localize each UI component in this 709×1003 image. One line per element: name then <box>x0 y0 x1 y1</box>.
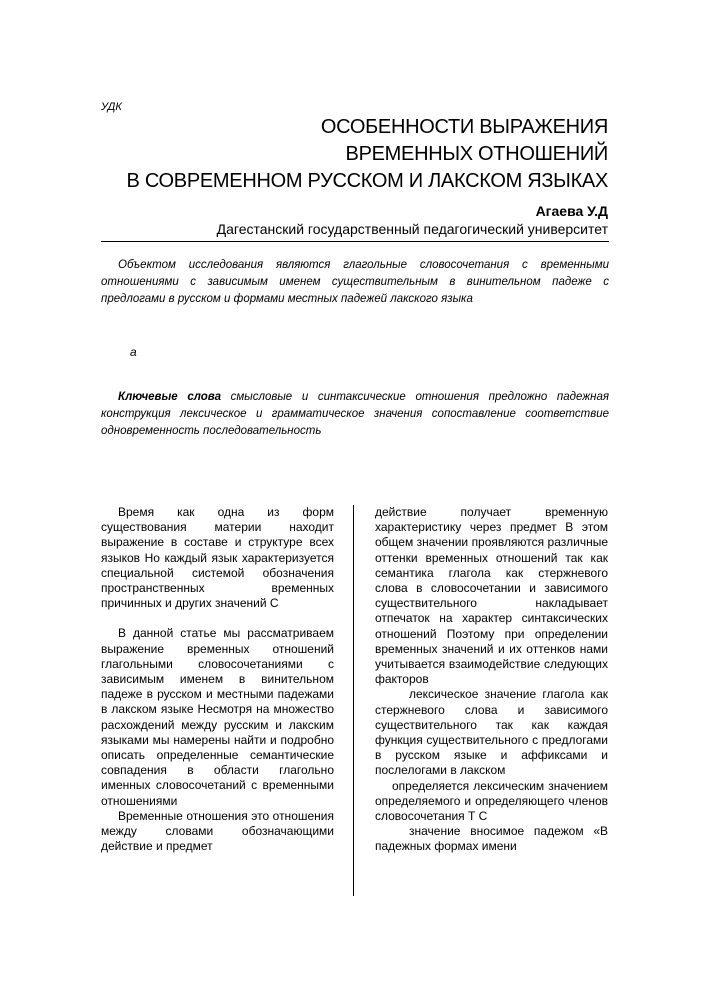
paragraph: Временные отношения это отношения между словами обозначающими действие и предмет <box>101 808 334 854</box>
title-line-3: В СОВРЕМЕННОМ РУССКОМ И ЛАКСКОМ ЯЗЫКАХ <box>126 170 608 192</box>
header-divider <box>101 241 609 242</box>
paragraph: лексическое значение глагола как стержневого слова и зависимого существительного так как каждая функция существительного с предлогами в русском языке и аффиксами и послелогами в лакском <box>375 687 608 778</box>
title-line-2: ВРЕМЕННЫХ ОТНОШЕНИЙ <box>345 143 608 165</box>
paragraph: действие получает временную характеристику через предмет В этом общем значении проявляются различные оттенки временных отношений так как семантика глагола как стержневого слова в словосочетании и зависимого существительного накладывает отпечаток на характер синтаксических отношений Поэтому при определении временных значений и их оттенков нами учитывается взаимодействие следующих факторов <box>375 505 608 687</box>
title-line-1: ОСОБЕННОСТИ ВЫРАЖЕНИЯ <box>320 116 608 138</box>
body-right-column <box>375 505 608 855</box>
author-name: Агаева У.Д <box>535 203 608 219</box>
paragraph: Время как одна из форм существования материи находит выражение в составе и структуре всех языков Но каждый язык характеризуется специальной системой обозначения пространственных временных причинных и других значений С <box>101 505 334 611</box>
affiliation: Дагестанский государственный педагогический университет <box>216 221 608 237</box>
keywords <box>101 389 609 440</box>
paragraph: определяется лексическим значением определяемого и определяющего членов словосочетания Т С <box>375 778 608 824</box>
udk-label: УДК <box>101 101 122 113</box>
abstract-fragment: а <box>130 345 137 359</box>
keywords-label: Ключевые слова <box>118 391 221 403</box>
paragraph: В данной статье мы рассматриваем выражение временных отношений глагольными словосочетаниями с зависимым именем в винительном падеже в русском и местными падежами в лакском языке Несмотря на множество расхождений между русским и лакским языками мы намерены найти и подробно описать определенные семантические совпадения в области глагольно именных словосочетаний с временными отношениями <box>101 626 334 808</box>
body-left-column <box>101 505 334 854</box>
column-divider <box>353 505 354 896</box>
paragraph: значение вносимое падежом «В падежных формах имени <box>375 824 608 854</box>
abstract: Объектом исследования являются глагольные словосочетания с временными отношениями с зависимым именем существительным в винительном падеже с предлогами в русском и формами местных падежей лакского языка <box>101 259 609 305</box>
keywords-text: смысловые и синтаксические отношения предложно падежная конструкция лексическое и грамматическое значения сопоставление соответствие одновременность последовательность <box>101 391 609 437</box>
